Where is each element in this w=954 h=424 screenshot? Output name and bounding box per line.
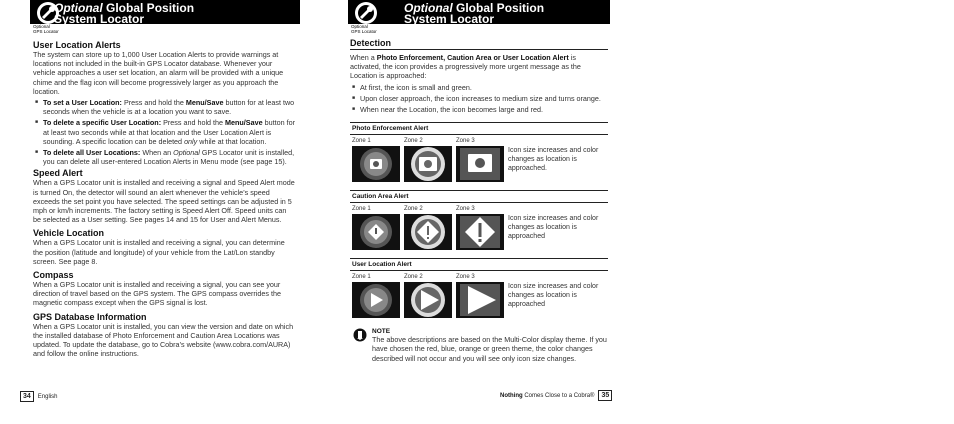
page-title: Optional Global Position System Locator — [404, 1, 545, 26]
caution-small-icon — [352, 214, 400, 250]
alert-title: User Location Alert — [350, 258, 608, 271]
right-page — [348, 0, 610, 424]
zone-row — [350, 206, 608, 254]
detection-steps — [350, 83, 608, 115]
caution-medium-icon — [404, 214, 452, 250]
page-number: 34 — [20, 391, 34, 402]
section-body: When a GPS Locator unit is installed and receiving a signal, you can determine the position (latitude and longitude) of your vehicle from the Lat/Lon standby screen. See page 8. — [33, 238, 285, 266]
camera-medium-icon — [404, 146, 452, 182]
caution-area-block — [350, 190, 608, 254]
zone-label: Zone 3 — [456, 274, 475, 281]
zone-label: Zone 1 — [352, 206, 371, 213]
zone-label: Zone 2 — [404, 274, 423, 281]
section-heading: User Location Alerts — [33, 40, 121, 50]
camera-large-icon — [456, 146, 504, 182]
logo-caption: Optional GPS Locator — [351, 24, 377, 34]
footer-right — [500, 390, 612, 401]
zone-label: Zone 2 — [404, 138, 423, 145]
list-item: ■ To set a User Location: Press and hold the Menu/Save button for at least two seconds when the vehicle is at a location you want to save. — [33, 98, 295, 116]
list-item: ■ To delete a specific User Location: Press and hold the Menu/Save button for at least two seconds while at that location and the User Location Alert is sounding. A specific location can be deleted only while at that location. — [33, 118, 295, 146]
logo-caption: Optional GPS Locator — [33, 24, 59, 34]
note-icon — [353, 328, 367, 342]
section-body: The system can store up to 1,000 User Location Alerts to provide warnings at locations not included in the built-in GPS Locator database. Whenever your vehicle approaches a user set location, an alarm will be provided with a unique chime and the flag icon will become progressively larger as you approach the location. — [33, 50, 284, 96]
note-body: The above descriptions are based on the Multi-Color display theme. If you have chosen the red, blue, orange or green theme, the color changes described will not occur and you will see only icon size changes. — [372, 335, 607, 363]
list-item: ■ To delete all User Locations: When an Optional GPS Locator unit is installed, you can delete all user-entered Location Alerts in Menu mode (see page 15). — [33, 148, 295, 166]
user-location-steps — [33, 98, 295, 166]
zone-label: Zone 3 — [456, 138, 475, 145]
left-content — [33, 38, 295, 358]
alert-title: Photo Enforcement Alert — [350, 122, 608, 135]
camera-small-icon — [352, 146, 400, 182]
language-label: English — [37, 393, 58, 400]
footer-left — [20, 391, 57, 402]
flag-medium-icon — [404, 282, 452, 318]
section-heading: GPS Database Information — [33, 311, 147, 322]
tagline: Nothing Comes Close to a Cobra® — [500, 392, 595, 399]
zone-row — [350, 274, 608, 322]
list-item: ■ At first, the icon is small and green. — [350, 83, 608, 92]
section-heading: Speed Alert — [33, 168, 83, 179]
alert-title: Caution Area Alert — [350, 190, 608, 203]
section-body: When a GPS Locator unit is installed and receiving a signal and Speed Alert mode is turned On, the detector will sound an alert whenever the vehicle’s speed exceeds the set point you have selected. The speed settings can be adjusted in 5 mph or km/h increments. The factory setting is Speed Alert Off. Speed units can be selected as a User setting. See pages 14 and 15 for User and Alert Menus. — [33, 178, 295, 225]
list-item: ■ Upon closer approach, the icon increases to medium size and turns orange. — [350, 94, 608, 103]
section-heading: Detection — [350, 38, 392, 48]
section-heading: Vehicle Location — [33, 228, 105, 239]
zone-label: Zone 2 — [404, 206, 423, 213]
page-title: Optional Global Position System Locator — [54, 1, 195, 26]
section-heading: Compass — [33, 270, 74, 281]
photo-enforcement-block — [350, 122, 608, 186]
zone-label: Zone 1 — [352, 274, 371, 281]
left-page — [0, 0, 300, 424]
zone-description: Icon size increases and color changes as location is approached — [508, 283, 599, 309]
note-title: NOTE — [372, 328, 391, 336]
note-block — [350, 328, 608, 363]
page-number: 35 — [598, 390, 612, 401]
flag-large-icon — [456, 282, 504, 318]
right-content — [350, 38, 608, 363]
section-body: When a GPS Locator unit is installed and receiving a signal, you can see your direction of travel based on the GPS system. The GPS compass overrides the magnetic compass except when the GPS signal is lost. — [33, 280, 281, 308]
flag-small-icon — [352, 282, 400, 318]
zone-label: Zone 1 — [352, 138, 371, 145]
zone-label: Zone 3 — [456, 206, 475, 213]
zone-row — [350, 138, 608, 186]
section-body: When a GPS Locator unit is installed, you can view the version and date on which the installed database of Photo Enforcement and Caution Area Locations was updated. To update the database, go to Cobra’s website (www.cobra.com/AURA) and follow the online instructions. — [33, 321, 294, 359]
user-location-block — [350, 258, 608, 322]
zone-description: Icon size increases and color changes as location is approached — [508, 215, 599, 241]
list-item: ■ When near the Location, the icon becomes large and red. — [350, 105, 608, 114]
caution-large-icon — [456, 214, 504, 250]
zone-description: Icon size increases and color changes as location is approached. — [508, 147, 599, 173]
detection-intro: When a Photo Enforcement, Caution Area or User Location Alert is activated, the icon provides a progressively more urgent message as the Location is approached: — [350, 53, 581, 81]
detection-heading-rule — [350, 38, 608, 50]
